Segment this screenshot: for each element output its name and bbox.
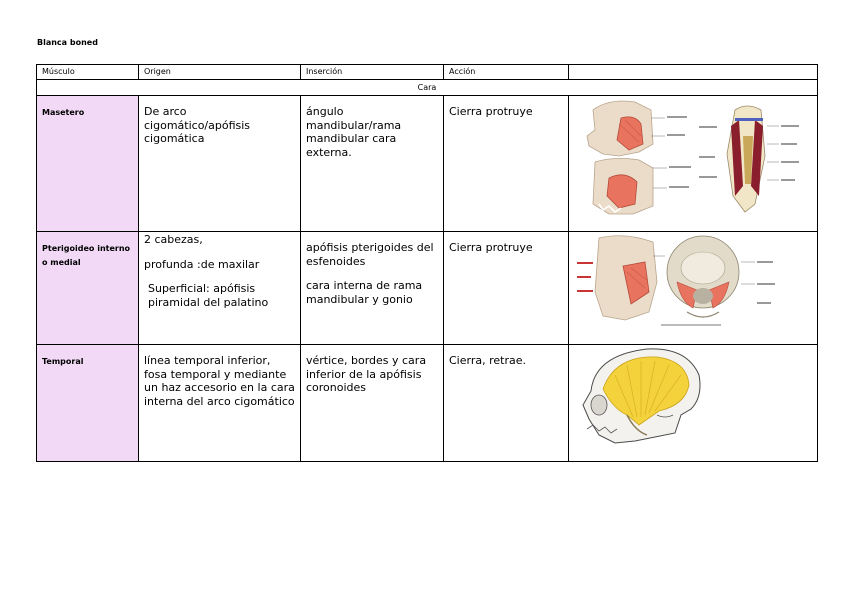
origin-text: 2 cabezas,: [144, 233, 203, 246]
origin-text: Superficial: apófisis piramidal del palatino: [148, 282, 269, 309]
table-row: [37, 232, 818, 345]
origin-cell: [139, 345, 301, 462]
muscle-name: Temporal: [37, 345, 139, 462]
document-author: Blanca boned: [37, 38, 98, 47]
origin-text: línea temporal inferior, fosa temporal y mediante un haz accesorio en la cara interna del arco cigomático: [144, 354, 295, 408]
insertion-text: apófisis pterigoides del esfenoides: [306, 241, 434, 268]
insertion-cell: [301, 345, 444, 462]
section-title: Cara: [37, 80, 818, 96]
insertion-cell: [301, 232, 444, 345]
origin-cell: [139, 96, 301, 232]
header-musculo: Músculo: [37, 65, 139, 80]
insertion-text: cara interna de rama mandibular y gonio: [306, 279, 423, 306]
muscle-name: Masetero: [37, 96, 139, 232]
table-row: [37, 96, 818, 232]
masseter-illustration: [569, 96, 818, 232]
action-cell: Cierra protruye: [444, 232, 569, 345]
header-row: [37, 65, 818, 80]
temporal-illustration: [569, 345, 818, 462]
insertion-text: ángulo mandibular/rama mandibular cara externa.: [306, 105, 402, 159]
table-row: [37, 345, 818, 462]
section-row: [37, 80, 818, 96]
insertion-cell: [301, 96, 444, 232]
muscle-name: Pterigoideo interno o medial: [37, 232, 139, 345]
pterygoid-illustration: [569, 232, 818, 345]
header-origen: Origen: [139, 65, 301, 80]
insertion-text: vértice, bordes y cara inferior de la apófisis coronoides: [306, 354, 427, 394]
header-insercion: Inserción: [301, 65, 444, 80]
header-accion: Acción: [444, 65, 569, 80]
origin-text: De arco cigomático/apófisis cigomática: [144, 105, 251, 145]
action-cell: Cierra protruye: [444, 96, 569, 232]
action-cell: Cierra, retrae.: [444, 345, 569, 462]
muscle-table: [36, 64, 818, 462]
origin-text: profunda :de maxilar: [144, 257, 260, 271]
origin-cell: [139, 232, 301, 345]
header-image: [569, 65, 818, 80]
